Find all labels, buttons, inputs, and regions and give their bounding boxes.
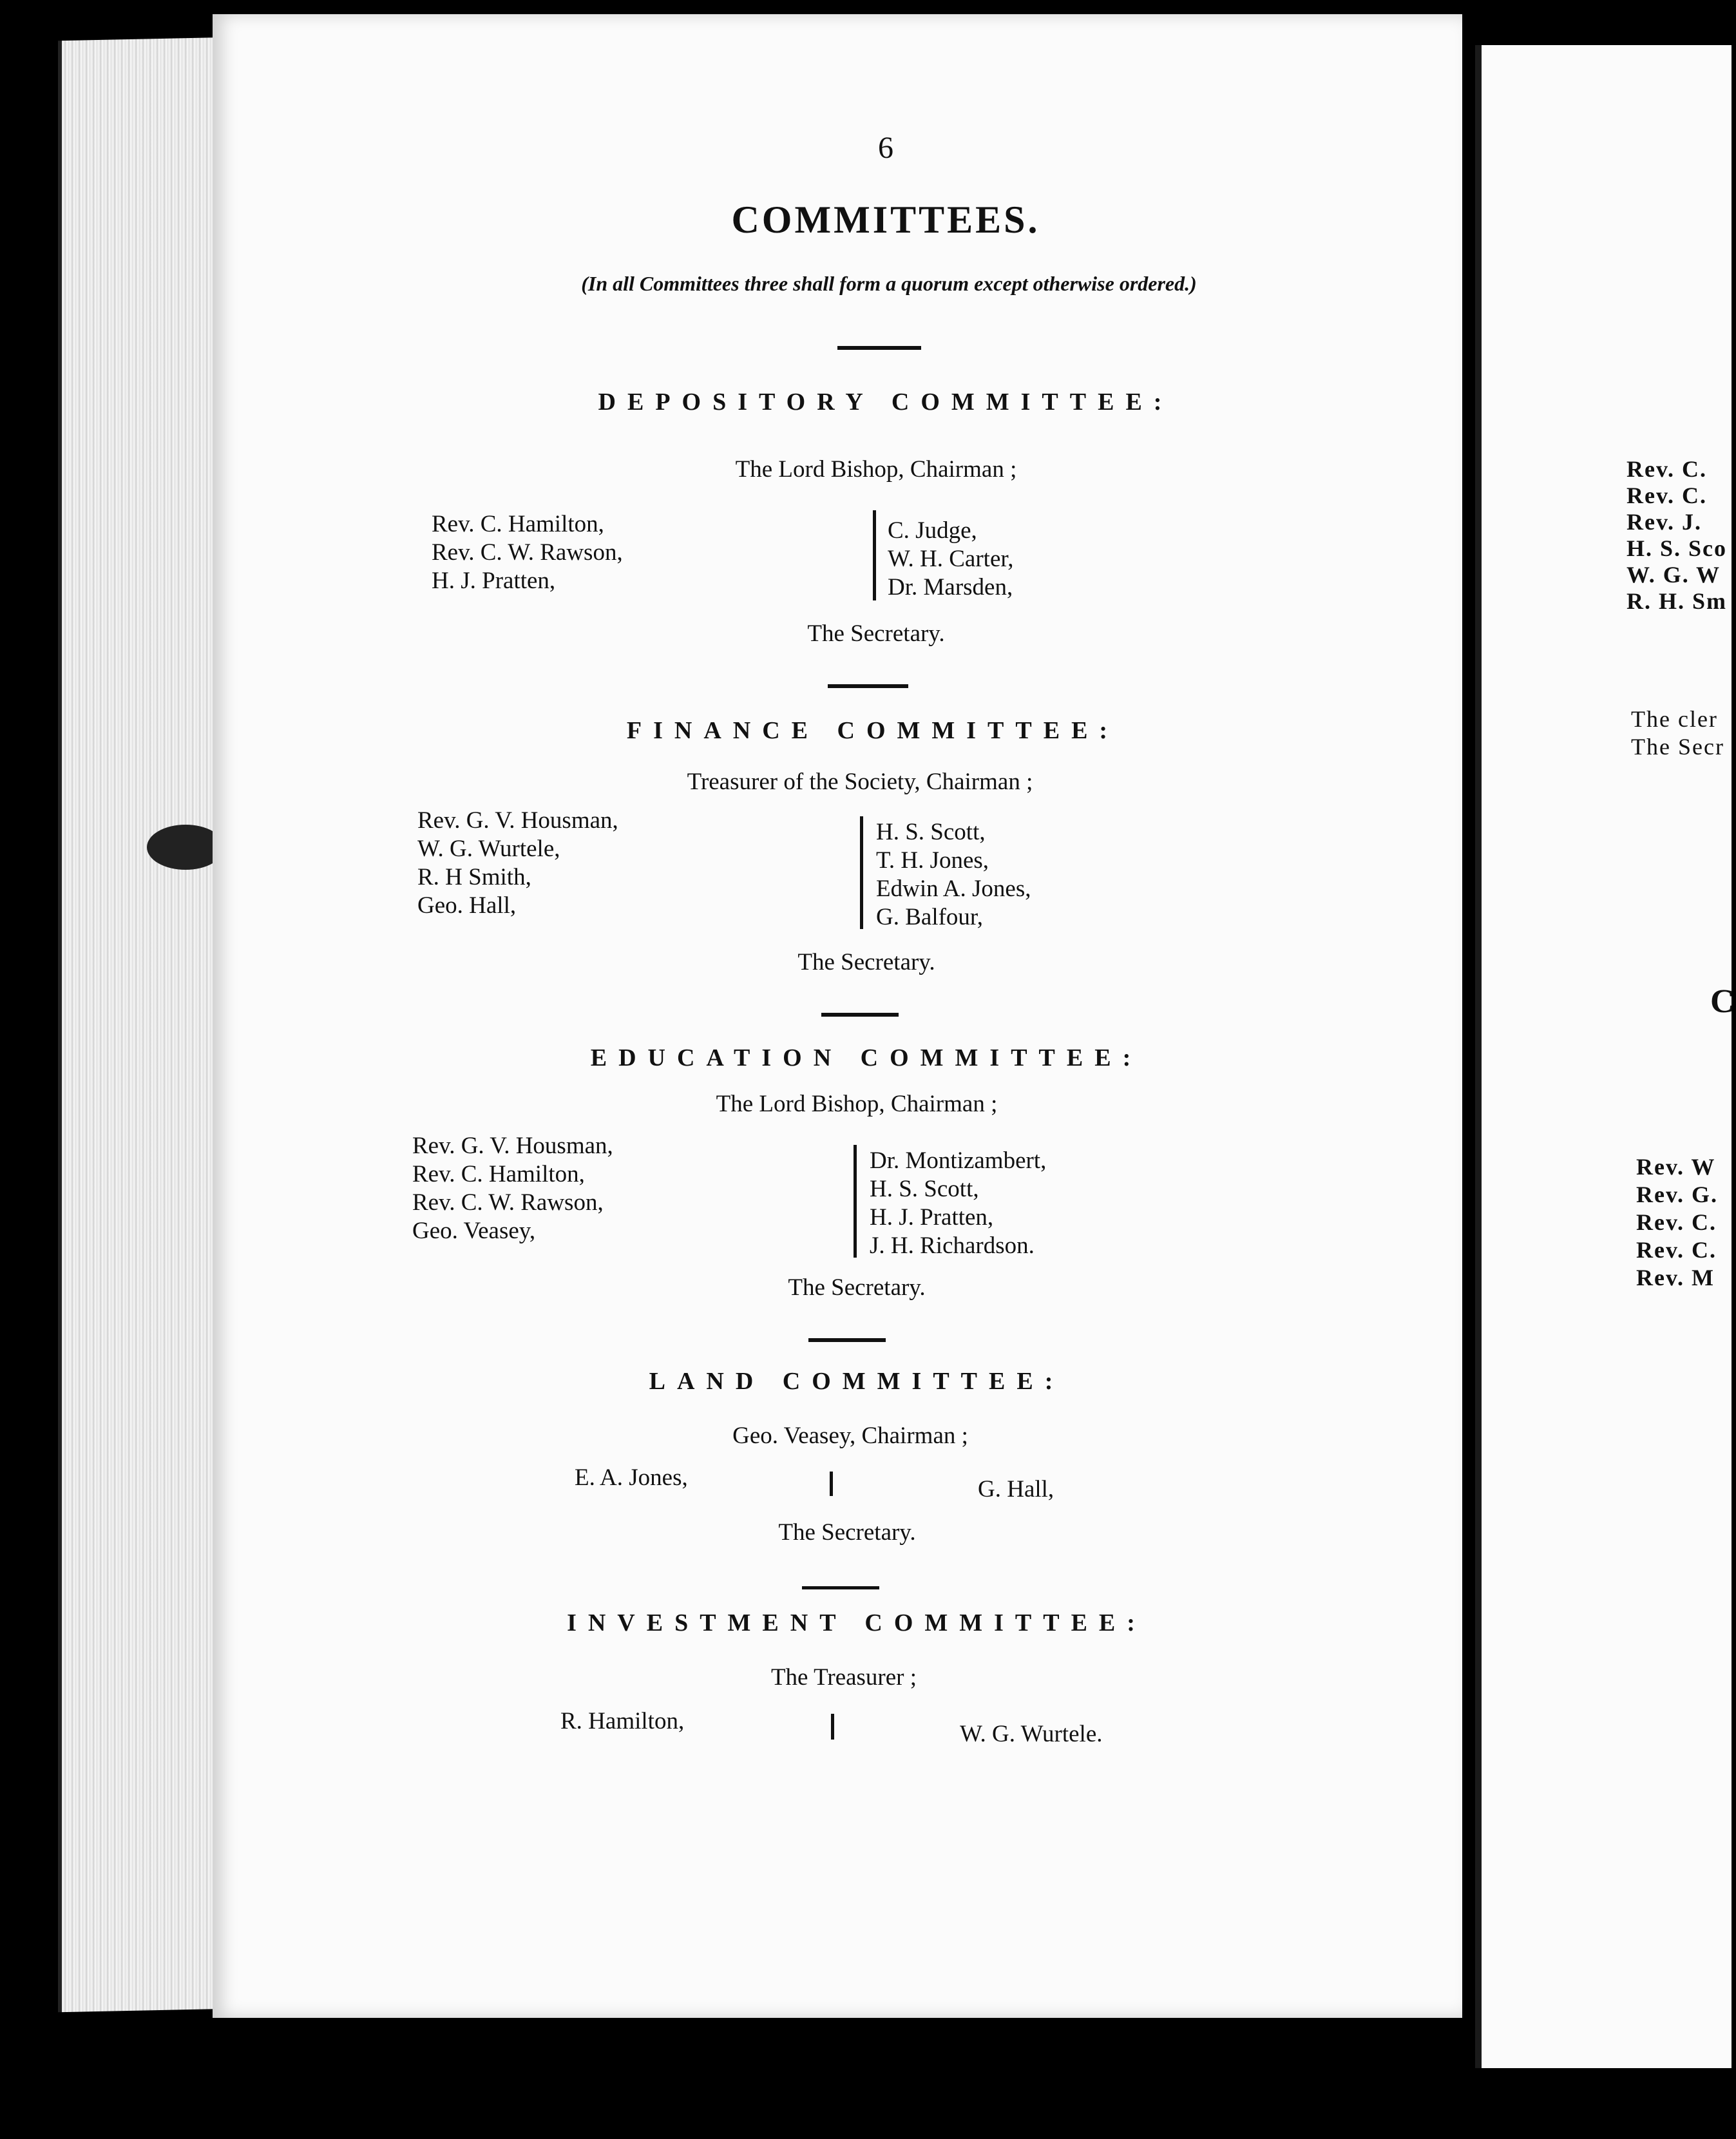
quorum-note: (In all Committees three shall form a quorum except otherwise ordered.) — [581, 272, 1197, 295]
land-members-left — [575, 1464, 688, 1492]
land-chairman: Geo. Veasey, Chairman ; — [732, 1423, 968, 1449]
land-secretary: The Secretary. — [778, 1519, 916, 1546]
member-name: Rev. C. Hamilton, — [412, 1161, 585, 1187]
facing-line: Rev. C. — [1626, 483, 1707, 508]
member-name: Dr. Montizambert, — [870, 1147, 1047, 1174]
member-name: Geo. Hall, — [417, 892, 517, 919]
finance-heading: FINANCE COMMITTEE: — [626, 717, 1120, 744]
left-page — [213, 14, 1462, 2018]
depository-heading: DEPOSITORY COMMITTEE: — [598, 388, 1174, 416]
facing-line: W. G. W — [1626, 562, 1721, 588]
member-name: H. S. Scott, — [876, 819, 986, 845]
depository-chairman: The Lord Bishop, Chairman ; — [735, 456, 1017, 483]
member-name: W. H. Carter, — [888, 546, 1014, 572]
member-name: R. Hamilton, — [560, 1708, 685, 1734]
member-name: Rev. C. Hamilton, — [432, 511, 604, 537]
education-heading: EDUCATION COMMITTEE: — [590, 1044, 1143, 1071]
member-name: G. Hall, — [978, 1476, 1054, 1502]
depository-secretary: The Secretary. — [807, 620, 945, 647]
member-name: G. Balfour, — [876, 904, 984, 930]
section-divider — [821, 1013, 899, 1017]
column-divider — [860, 816, 863, 929]
page-title: COMMITTEES. — [731, 198, 1040, 241]
education-members-right — [870, 1147, 1046, 1260]
investment-members-right — [960, 1720, 1103, 1749]
section-divider — [828, 684, 908, 688]
member-name: H. J. Pratten, — [432, 568, 556, 594]
member-name: C. Judge, — [888, 517, 977, 544]
investment-members-left — [560, 1707, 684, 1736]
education-secretary: The Secretary. — [788, 1274, 926, 1301]
column-divider — [854, 1145, 857, 1258]
facing-line: The cler — [1631, 706, 1718, 732]
member-name: H. J. Pratten, — [870, 1204, 994, 1231]
section-divider — [802, 1586, 879, 1589]
facing-line: Rev. C. — [1636, 1237, 1717, 1263]
member-name: Rev. G. V. Housman, — [417, 807, 618, 834]
section-divider — [837, 346, 921, 350]
depository-members-right — [888, 517, 1013, 602]
page-number: 6 — [878, 131, 893, 165]
column-divider — [873, 510, 876, 600]
education-members-left — [412, 1132, 613, 1245]
facing-heading-letter: C — [1710, 983, 1736, 1020]
depository-members-left — [432, 510, 623, 595]
member-name: R. H Smith, — [417, 864, 531, 890]
member-name: H. S. Scott, — [870, 1176, 979, 1202]
member-name: Edwin A. Jones, — [876, 876, 1031, 902]
land-members-right — [978, 1475, 1054, 1504]
member-name: Rev. C. W. Rawson, — [412, 1189, 604, 1216]
member-name: W. G. Wurtele. — [960, 1721, 1103, 1747]
education-chairman: The Lord Bishop, Chairman ; — [716, 1091, 998, 1117]
member-name: Dr. Marsden, — [888, 574, 1013, 600]
facing-line: R. H. Sm — [1626, 588, 1728, 614]
member-name: Rev. C. W. Rawson, — [432, 539, 623, 566]
member-name: Geo. Veasey, — [412, 1218, 536, 1244]
facing-page-fragment — [1475, 45, 1736, 2068]
facing-line: Rev. W — [1636, 1154, 1716, 1180]
member-name: Rev. G. V. Housman, — [412, 1133, 613, 1159]
facing-line: Rev. C. — [1626, 456, 1707, 482]
column-divider — [831, 1714, 834, 1740]
column-divider — [830, 1472, 833, 1496]
facing-line: Rev. M — [1636, 1265, 1715, 1290]
member-name: W. G. Wurtele, — [417, 836, 560, 862]
member-name: J. H. Richardson. — [870, 1233, 1035, 1259]
finance-members-right — [876, 818, 1031, 932]
facing-line: The Secr — [1631, 734, 1724, 760]
investment-chairman: The Treasurer ; — [770, 1664, 917, 1691]
finance-members-left — [417, 807, 618, 920]
finance-chairman: Treasurer of the Society, Chairman ; — [687, 769, 1033, 795]
facing-line: H. S. Sco — [1626, 535, 1728, 561]
investment-heading: INVESTMENT COMMITTEE: — [567, 1609, 1147, 1636]
facing-line: Rev. J. — [1626, 509, 1702, 535]
member-name: T. H. Jones, — [876, 847, 989, 874]
finance-secretary: The Secretary. — [797, 949, 935, 975]
facing-line: Rev. C. — [1636, 1209, 1717, 1235]
facing-line: Rev. G. — [1636, 1182, 1718, 1207]
member-name: E. A. Jones, — [575, 1464, 688, 1491]
land-heading: LAND COMMITTEE: — [649, 1368, 1065, 1395]
section-divider — [808, 1338, 886, 1342]
